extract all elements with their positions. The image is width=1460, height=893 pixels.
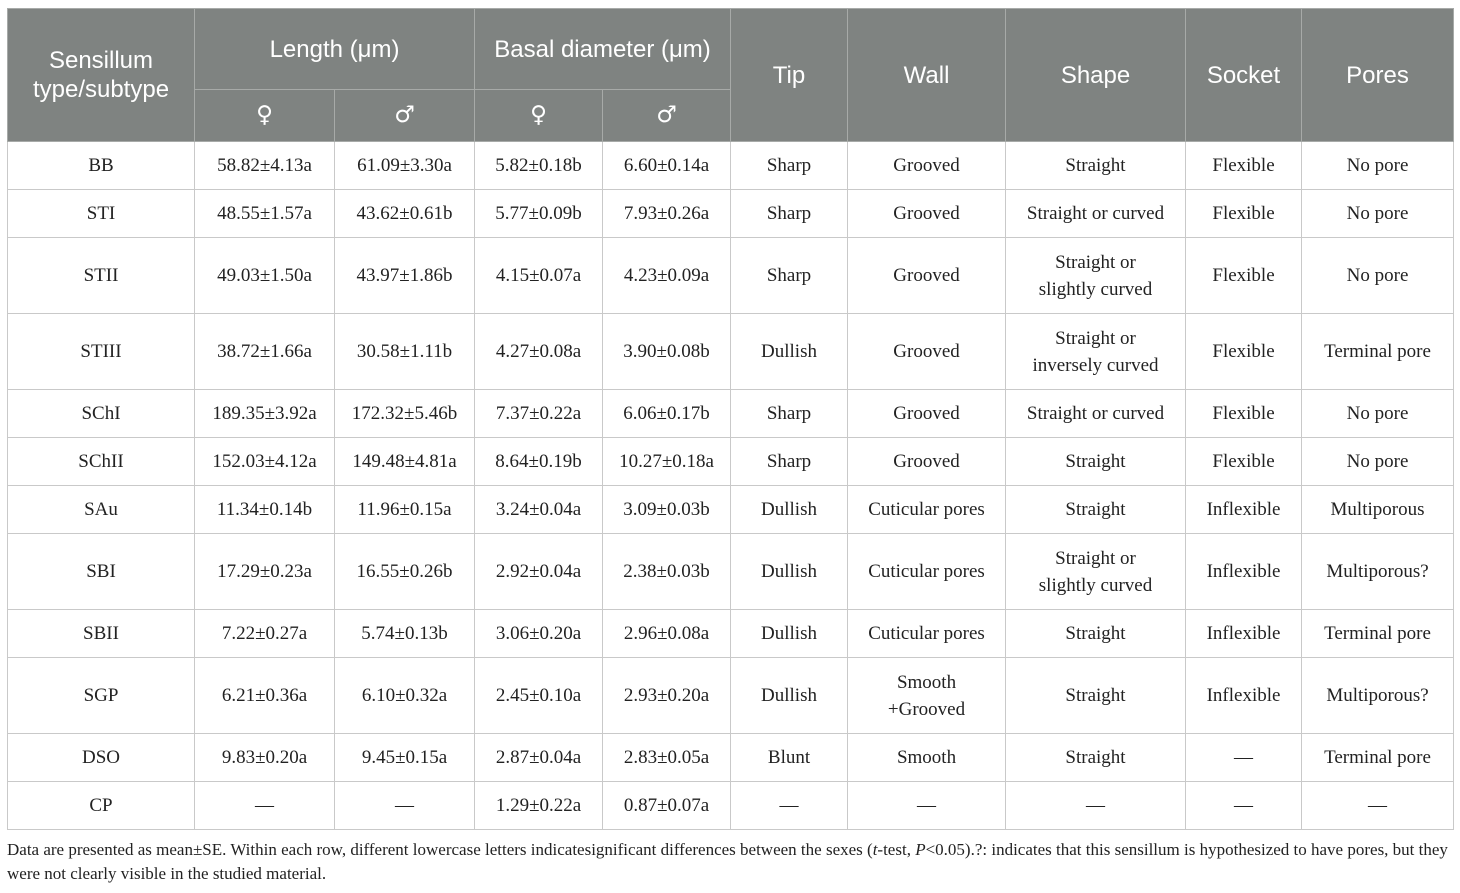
header-shape: Shape — [1006, 9, 1186, 142]
cell-socket: Inflexible — [1186, 486, 1302, 534]
cell-wall: Grooved — [848, 142, 1006, 190]
cell-tip: Dullish — [731, 610, 848, 658]
cell-wall: — — [848, 782, 1006, 830]
shape-line-2: slightly curved — [1038, 278, 1153, 300]
cell-diameter-female: 5.77±0.09b — [475, 190, 603, 238]
cell-diameter-female: 1.29±0.22a — [475, 782, 603, 830]
cell-wall: Cuticular pores — [848, 610, 1006, 658]
cell-diameter-male: 4.23±0.09a — [603, 238, 731, 314]
shape-line-1: Straight or — [1055, 327, 1136, 349]
cell-wall: Grooved — [848, 190, 1006, 238]
table-row — [8, 390, 1454, 438]
cell-socket: Flexible — [1186, 390, 1302, 438]
table-row — [8, 190, 1454, 238]
cell-diameter-male: 0.87±0.07a — [603, 782, 731, 830]
cell-type: SChI — [8, 390, 195, 438]
table-row — [8, 486, 1454, 534]
cell-diameter-male: 2.93±0.20a — [603, 658, 731, 734]
cell-length-male: 43.97±1.86b — [335, 238, 475, 314]
shape-line-2: inversely curved — [1032, 354, 1159, 376]
cell-wall: Grooved — [848, 238, 1006, 314]
table-row — [8, 238, 1454, 314]
cell-type: SChII — [8, 438, 195, 486]
cell-diameter-female: 4.27±0.08a — [475, 314, 603, 390]
cell-shape: Straight — [1006, 486, 1186, 534]
cell-length-male: 6.10±0.32a — [335, 658, 475, 734]
cell-wall: Grooved — [848, 314, 1006, 390]
shape-line-1: Straight or — [1055, 251, 1136, 273]
cell-diameter-female: 3.06±0.20a — [475, 610, 603, 658]
cell-diameter-male: 3.09±0.03b — [603, 486, 731, 534]
cell-wall: Cuticular pores — [848, 534, 1006, 610]
cell-diameter-female: 3.24±0.04a — [475, 486, 603, 534]
shape-line-2: slightly curved — [1038, 574, 1153, 596]
cell-socket: Flexible — [1186, 142, 1302, 190]
cell-type: STIII — [8, 314, 195, 390]
table-row — [8, 438, 1454, 486]
footnote-text-3: <0.05).?: indicates that this sensillum is hypothesized to have pores, but they were not clearly visible in the studied material. — [7, 840, 1448, 883]
cell-length-male: 11.96±0.15a — [335, 486, 475, 534]
cell-pores: No pore — [1302, 438, 1454, 486]
cell-pores: No pore — [1302, 142, 1454, 190]
cell-socket: — — [1186, 734, 1302, 782]
cell-diameter-male: 3.90±0.08b — [603, 314, 731, 390]
cell-type: DSO — [8, 734, 195, 782]
cell-shape: Straight or curved — [1006, 390, 1186, 438]
cell-diameter-female: 2.45±0.10a — [475, 658, 603, 734]
header-basal-diameter: Basal diameter (μm) — [475, 9, 731, 90]
cell-shape — [1006, 534, 1186, 610]
footnote-text-2: -test, — [877, 840, 916, 859]
table-header — [8, 9, 1454, 142]
cell-type: STI — [8, 190, 195, 238]
cell-socket: Flexible — [1186, 438, 1302, 486]
cell-pores: — — [1302, 782, 1454, 830]
cell-tip: Blunt — [731, 734, 848, 782]
cell-wall: Grooved — [848, 390, 1006, 438]
cell-length-female: 58.82±4.13a — [195, 142, 335, 190]
footnote-t-italic: t — [872, 840, 878, 859]
shape-line-1: Straight or — [1055, 547, 1136, 569]
header-length: Length (μm) — [195, 9, 475, 90]
cell-tip: Dullish — [731, 534, 848, 610]
cell-diameter-male: 6.60±0.14a — [603, 142, 731, 190]
cell-wall: Cuticular pores — [848, 486, 1006, 534]
table-body — [8, 142, 1454, 830]
cell-length-female: 48.55±1.57a — [195, 190, 335, 238]
cell-diameter-male: 2.96±0.08a — [603, 610, 731, 658]
cell-diameter-female: 2.87±0.04a — [475, 734, 603, 782]
cell-length-male: 16.55±0.26b — [335, 534, 475, 610]
header-wall: Wall — [848, 9, 1006, 142]
cell-length-male: 5.74±0.13b — [335, 610, 475, 658]
header-length-female-symbol: ♀ — [195, 90, 335, 142]
cell-length-male: 43.62±0.61b — [335, 190, 475, 238]
cell-length-female: 11.34±0.14b — [195, 486, 335, 534]
cell-tip: Sharp — [731, 438, 848, 486]
cell-tip: Dullish — [731, 486, 848, 534]
cell-length-male: 30.58±1.11b — [335, 314, 475, 390]
cell-wall: Smooth — [848, 734, 1006, 782]
cell-tip: Dullish — [731, 658, 848, 734]
header-sensillum-type: Sensillum type/subtype — [8, 9, 195, 142]
cell-shape — [1006, 238, 1186, 314]
cell-tip: Sharp — [731, 390, 848, 438]
cell-length-female: 49.03±1.50a — [195, 238, 335, 314]
cell-type: SBI — [8, 534, 195, 610]
cell-length-female: 17.29±0.23a — [195, 534, 335, 610]
cell-type: STII — [8, 238, 195, 314]
cell-socket: Inflexible — [1186, 534, 1302, 610]
cell-type: CP — [8, 782, 195, 830]
table-row — [8, 658, 1454, 734]
cell-length-male: 9.45±0.15a — [335, 734, 475, 782]
header-diameter-male-symbol: ♂ — [603, 90, 731, 142]
cell-length-female: — — [195, 782, 335, 830]
wall-line-1: Smooth — [896, 671, 957, 693]
cell-socket: — — [1186, 782, 1302, 830]
cell-diameter-male: 2.83±0.05a — [603, 734, 731, 782]
table-row — [8, 534, 1454, 610]
cell-pores: No pore — [1302, 238, 1454, 314]
cell-socket: Inflexible — [1186, 658, 1302, 734]
cell-length-female: 152.03±4.12a — [195, 438, 335, 486]
header-diameter-female-symbol: ♀ — [475, 90, 603, 142]
cell-diameter-female: 8.64±0.19b — [475, 438, 603, 486]
header-pores: Pores — [1302, 9, 1454, 142]
cell-socket: Flexible — [1186, 238, 1302, 314]
cell-pores: Multiporous? — [1302, 658, 1454, 734]
cell-wall — [848, 658, 1006, 734]
cell-pores: Terminal pore — [1302, 610, 1454, 658]
cell-type: SGP — [8, 658, 195, 734]
cell-length-female: 9.83±0.20a — [195, 734, 335, 782]
cell-socket: Flexible — [1186, 314, 1302, 390]
cell-length-female: 7.22±0.27a — [195, 610, 335, 658]
cell-shape: Straight — [1006, 438, 1186, 486]
cell-shape: Straight — [1006, 142, 1186, 190]
cell-type: BB — [8, 142, 195, 190]
cell-tip: Dullish — [731, 314, 848, 390]
cell-wall: Grooved — [848, 438, 1006, 486]
cell-diameter-male: 10.27±0.18a — [603, 438, 731, 486]
cell-shape: Straight — [1006, 658, 1186, 734]
cell-pores: Multiporous? — [1302, 534, 1454, 610]
cell-shape: Straight — [1006, 610, 1186, 658]
sensilla-table-container — [7, 8, 1453, 830]
cell-length-female: 189.35±3.92a — [195, 390, 335, 438]
cell-pores: No pore — [1302, 190, 1454, 238]
table-footnote — [7, 838, 1455, 886]
cell-length-female: 6.21±0.36a — [195, 658, 335, 734]
table-row — [8, 314, 1454, 390]
table-row — [8, 782, 1454, 830]
cell-tip: Sharp — [731, 238, 848, 314]
cell-diameter-male: 7.93±0.26a — [603, 190, 731, 238]
cell-shape — [1006, 314, 1186, 390]
cell-diameter-female: 5.82±0.18b — [475, 142, 603, 190]
cell-socket: Inflexible — [1186, 610, 1302, 658]
cell-length-female: 38.72±1.66a — [195, 314, 335, 390]
cell-diameter-female: 7.37±0.22a — [475, 390, 603, 438]
cell-type: SBII — [8, 610, 195, 658]
cell-shape: — — [1006, 782, 1186, 830]
cell-diameter-female: 2.92±0.04a — [475, 534, 603, 610]
cell-pores: No pore — [1302, 390, 1454, 438]
cell-pores: Terminal pore — [1302, 314, 1454, 390]
cell-diameter-male: 6.06±0.17b — [603, 390, 731, 438]
cell-pores: Multiporous — [1302, 486, 1454, 534]
cell-length-male: — — [335, 782, 475, 830]
wall-line-2: +Grooved — [887, 698, 966, 720]
footnote-text-1: Data are presented as mean±SE. Within each row, different lowercase letters indicatesignificant differences between the sexes ( — [7, 840, 873, 859]
cell-shape: Straight — [1006, 734, 1186, 782]
cell-length-male: 61.09±3.30a — [335, 142, 475, 190]
header-socket: Socket — [1186, 9, 1302, 142]
sensilla-table — [7, 8, 1454, 830]
footnote-p-italic: P — [915, 840, 926, 859]
table-row — [8, 734, 1454, 782]
cell-diameter-female: 4.15±0.07a — [475, 238, 603, 314]
cell-length-male: 149.48±4.81a — [335, 438, 475, 486]
cell-diameter-male: 2.38±0.03b — [603, 534, 731, 610]
table-row — [8, 142, 1454, 190]
cell-type: SAu — [8, 486, 195, 534]
header-tip: Tip — [731, 9, 848, 142]
cell-tip: Sharp — [731, 190, 848, 238]
cell-pores: Terminal pore — [1302, 734, 1454, 782]
cell-socket: Flexible — [1186, 190, 1302, 238]
table-row — [8, 610, 1454, 658]
cell-tip: — — [731, 782, 848, 830]
cell-tip: Sharp — [731, 142, 848, 190]
cell-length-male: 172.32±5.46b — [335, 390, 475, 438]
cell-shape: Straight or curved — [1006, 190, 1186, 238]
header-length-male-symbol: ♂ — [335, 90, 475, 142]
